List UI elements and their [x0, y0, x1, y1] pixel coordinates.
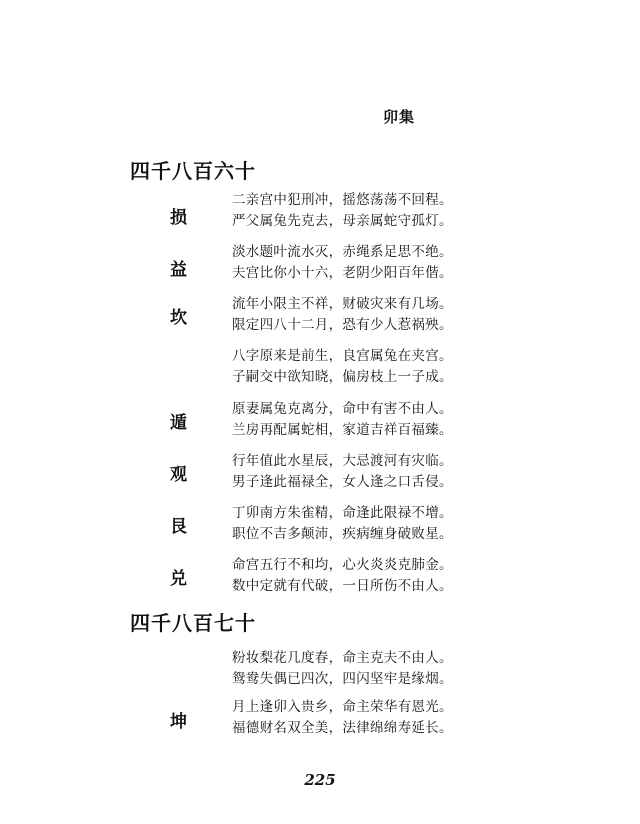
verse	[232, 346, 453, 388]
verse-line: 八字原来是前生，良宫属兔在夹宫。	[232, 348, 453, 364]
verse-line: 职位不吉多颠沛，疾病缠身破败星。	[232, 526, 453, 542]
verse	[232, 451, 453, 493]
verse-line: 福德财名双全美，法律绵绵寿延长。	[232, 720, 453, 736]
verse-line: 鸳鸯失偶已四次，四闪坚牢是缘烟。	[232, 671, 453, 687]
verse-line: 原妻属兔克离分，命中有害不由人。	[232, 401, 453, 417]
verse-line: 男子逢此福禄全，女人逢之口舌侵。	[232, 474, 453, 490]
verse	[232, 697, 453, 739]
side-character: 益	[170, 260, 187, 280]
verse	[232, 190, 453, 232]
verse-line: 淡水题叶流水灭，赤绳系足思不绝。	[232, 244, 453, 260]
verse	[232, 242, 453, 284]
verse-line: 兰房再配属蛇相，家道吉祥百福臻。	[232, 422, 453, 438]
verse-line: 夫宫比你小十六，老阴少阳百年偕。	[232, 265, 453, 281]
verse-line: 数中定就有代破，一日所伤不由人。	[232, 578, 453, 594]
verse	[232, 648, 453, 690]
verse-line: 严父属兔先克去，母亲属蛇守孤灯。	[232, 213, 453, 229]
verse	[232, 555, 453, 597]
verse-line: 月上逢卯入贵乡，命主荣华有恩光。	[232, 699, 453, 715]
verse	[232, 399, 453, 441]
section-title: 四千八百七十	[130, 611, 256, 635]
verse-line: 粉妆梨花几度春，命主克夫不由人。	[232, 650, 453, 666]
verse-line: 命宫五行不和均，心火炎炎克肺金。	[232, 557, 453, 573]
verse	[232, 294, 453, 336]
page-number: 225	[304, 771, 336, 789]
verse-line: 限定四八十二月，恐有少人惹祸殃。	[232, 317, 453, 333]
side-character: 兑	[170, 569, 187, 589]
side-character: 坎	[170, 308, 187, 328]
verse-line: 丁卯南方朱雀精，命逢此限禄不增。	[232, 505, 453, 521]
verse-line: 二亲宫中犯刑冲，摇悠荡荡不回程。	[232, 192, 453, 208]
page-header: 卯集	[383, 108, 416, 126]
section-title: 四千八百六十	[130, 159, 256, 183]
verse-line: 流年小限主不祥，财破灾来有几场。	[232, 296, 453, 312]
verse	[232, 503, 453, 545]
verse-line: 行年值此水星辰，大忌渡河有灾临。	[232, 453, 453, 469]
side-character: 损	[170, 208, 187, 228]
side-character: 坤	[170, 712, 187, 732]
side-character: 遁	[170, 413, 187, 433]
side-character: 艮	[170, 517, 187, 537]
verse-line: 子嗣交中欲知晓，偏房枝上一子成。	[232, 369, 453, 385]
side-character: 观	[170, 465, 187, 485]
